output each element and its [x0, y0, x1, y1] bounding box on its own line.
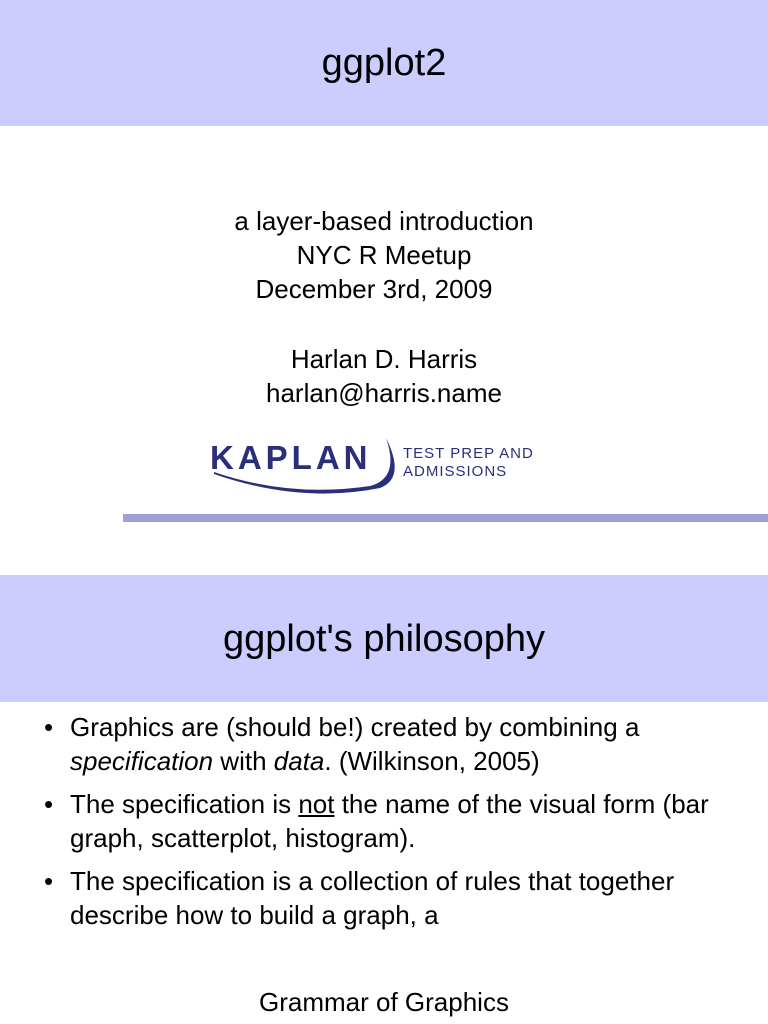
- divider-rule: [123, 514, 768, 522]
- logo-wordmark: KAPLAN: [210, 439, 372, 476]
- subtitle-line: a layer-based introduction: [234, 206, 534, 236]
- bullet-text: The specification is: [70, 789, 299, 819]
- subtitle-line: December 3rd, 2009: [255, 274, 493, 304]
- bullet-list: [40, 710, 740, 941]
- author-email: harlan@harris.name: [266, 378, 502, 408]
- bullet-dot-icon: •: [44, 712, 54, 742]
- bullet-dot-icon: •: [44, 789, 54, 819]
- bullet-dot-icon: •: [44, 866, 54, 896]
- closing-line: Grammar of Graphics: [259, 987, 509, 1017]
- bullet-item: [40, 864, 740, 932]
- slide-title: ggplot2: [321, 42, 447, 84]
- author-name: Harlan D. Harris: [290, 344, 478, 374]
- bullet-text: . (Wilkinson, 2005): [324, 746, 540, 776]
- title-band: [0, 0, 768, 126]
- bullet-item: [40, 787, 740, 855]
- logo-tagline: TEST PREP AND ADMISSIONS: [403, 445, 534, 480]
- bullet-text: The specification is a collection of rules that together describe how to build a graph, a: [70, 866, 675, 930]
- slide-title: ggplot's philosophy: [222, 617, 546, 660]
- kaplan-logo: [210, 430, 555, 496]
- bullet-text: data: [273, 746, 325, 776]
- bullet-text: the name of the visual form (bar graph, scatterplot, histogram).: [70, 789, 709, 853]
- bullet-item: [40, 710, 740, 778]
- title-band: [0, 575, 768, 702]
- bullet-text: specification: [70, 746, 214, 776]
- bullet-text: with: [213, 746, 274, 776]
- subtitle-line: NYC R Meetup: [296, 240, 472, 270]
- bullet-text: Graphics are (should be!) created by combining a: [70, 712, 640, 742]
- bullet-text: not: [298, 789, 335, 819]
